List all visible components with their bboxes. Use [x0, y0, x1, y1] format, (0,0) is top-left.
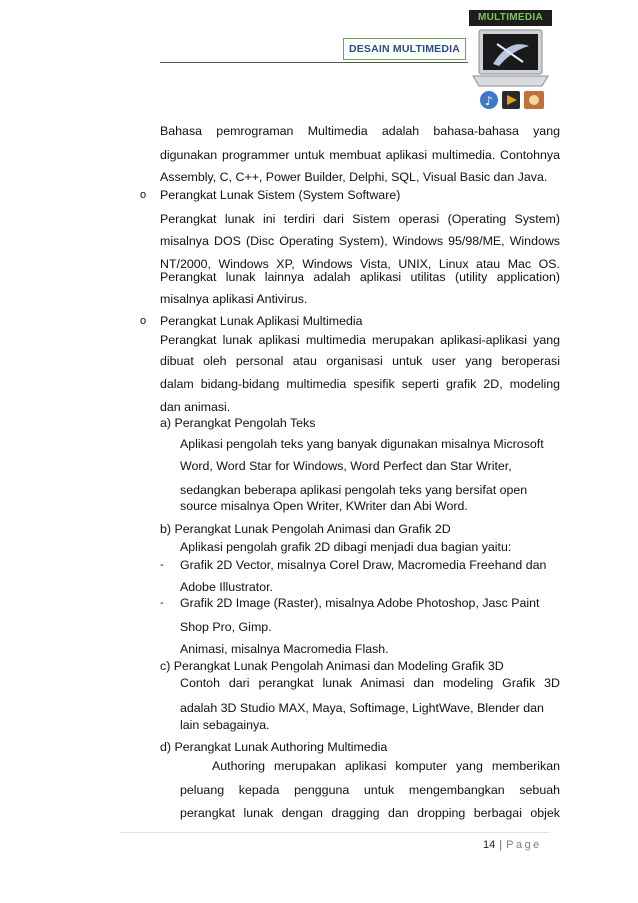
paragraph-line: Aplikasi pengolah grafik 2D dibagi menjadi dua bagian yaitu:	[180, 540, 512, 554]
bullet-item-text: Perangkat Lunak Aplikasi Multimedia	[160, 314, 363, 328]
footer-rule	[120, 832, 550, 833]
paragraph-line: b) Perangkat Lunak Pengolah Animasi dan Grafik 2D	[160, 522, 451, 536]
paragraph-line: adalah 3D Studio MAX, Maya, Softimage, LightWave, Blender dan	[180, 701, 544, 715]
paragraph-line: dalam bidang-bidang multimedia spesifik seperti grafik 2D, modeling	[160, 377, 560, 391]
paragraph-line: misalnya DOS (Disc Operating System), Windows 95/98/ME, Windows	[160, 234, 560, 248]
paragraph-line: dibuat oleh personal atau organisasi untuk user yang beroperasi	[160, 354, 560, 368]
bullet-circle-icon: o	[140, 189, 147, 201]
paragraph-line: c) Perangkat Lunak Pengolah Animasi dan Modeling Grafik 3D	[160, 659, 504, 673]
bullet-item-text: Perangkat Lunak Sistem (System Software)	[160, 188, 401, 202]
paragraph-line: sedangkan beberapa aplikasi pengolah teks yang bersifat open	[180, 483, 528, 497]
paragraph-line: Perangkat lunak ini terdiri dari Sistem operasi (Operating System)	[160, 212, 560, 226]
paragraph-line: Word, Word Star for Windows, Word Perfect dan Star Writer,	[180, 459, 512, 473]
paragraph-line: Perangkat lunak aplikasi multimedia merupakan aplikasi-aplikasi yang	[160, 333, 560, 347]
paragraph-line: Perangkat lunak lainnya adalah aplikasi utilitas (utility application)	[160, 270, 560, 284]
paragraph-line: Aplikasi pengolah teks yang banyak digunakan misalnya Microsoft	[180, 437, 544, 451]
paragraph-line: perangkat lunak dengan dragging dan dropping berbagai objek	[180, 806, 560, 820]
page-footer	[483, 839, 542, 851]
paragraph-line: dan animasi.	[160, 400, 231, 414]
paragraph-line: Animasi, misalnya Macromedia Flash.	[180, 642, 389, 656]
header-title: DESAIN MULTIMEDIA	[343, 38, 466, 60]
paragraph-line: source misalnya Open Writer, KWriter dan Abi Word.	[180, 499, 468, 513]
bullet-item-text: Grafik 2D Vector, misalnya Corel Draw, Macromedia Freehand dan	[180, 558, 547, 572]
paragraph-line: Bahasa pemrograman Multimedia adalah bahasa-bahasa yang	[160, 124, 560, 138]
paragraph-line: peluang kepada pengguna untuk mengembangkan sebuah	[180, 783, 560, 797]
paragraph-line: a) Perangkat Pengolah Teks	[160, 416, 316, 430]
paragraph-line: Adobe Illustrator.	[180, 580, 273, 594]
paragraph-line: lain sebagainya.	[180, 718, 270, 732]
logo-title: MULTIMEDIA	[469, 10, 552, 26]
paragraph-line: Shop Pro, Gimp.	[180, 620, 272, 634]
paragraph-line: d) Perangkat Lunak Authoring Multimedia	[160, 740, 388, 754]
page-number: 14	[483, 839, 496, 851]
bullet-circle-icon: o	[140, 315, 147, 327]
page-label: Page	[506, 839, 542, 851]
bullet-dash-icon: -	[160, 597, 164, 609]
bullet-item-text: Grafik 2D Image (Raster), misalnya Adobe Photoshop, Jasc Paint	[180, 596, 540, 610]
paragraph-line: misalnya aplikasi Antivirus.	[160, 292, 308, 306]
svg-text:♪: ♪	[485, 94, 493, 108]
footer-separator: |	[499, 839, 503, 851]
paragraph-line: Contoh dari perangkat lunak Animasi dan modeling Grafik 3D	[180, 676, 560, 690]
paragraph-line: NT/2000, Windows XP, Windows Vista, UNIX, Linux atau Mac OS.	[160, 257, 560, 271]
paragraph-line: Authoring merupakan aplikasi komputer yang memberikan	[212, 759, 560, 773]
paragraph-line: digunakan programmer untuk membuat aplikasi multimedia. Contohnya	[160, 148, 560, 162]
paragraph-line: Assembly, C, C++, Power Builder, Delphi, SQL, Visual Basic dan Java.	[160, 170, 548, 184]
bullet-dash-icon: -	[160, 559, 164, 571]
